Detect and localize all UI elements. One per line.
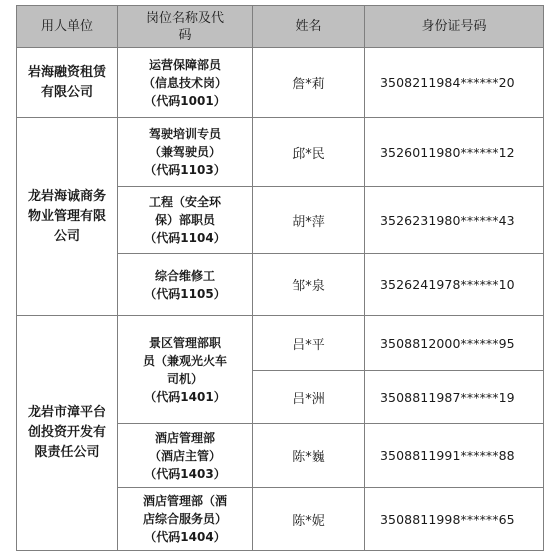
employer-line: 公司 <box>53 228 80 244</box>
employer-line: 岩海融资租赁 <box>27 64 106 80</box>
position-line: （代码1105） <box>144 286 226 301</box>
position-line: （代码1001） <box>144 93 226 108</box>
name-cell: 胡*萍 <box>253 187 365 254</box>
header-unit: 用人单位 <box>17 6 118 48</box>
employer-cell <box>17 118 118 316</box>
position-line: 酒店管理部（酒 <box>142 494 227 508</box>
header-position-line: 码 <box>178 27 192 43</box>
position-line: （兼驾驶员） <box>148 145 221 159</box>
position-cell <box>118 48 253 118</box>
employer-line: 龙岩市漳平台 <box>27 405 106 420</box>
employer-line: 龙岩海诚商务 <box>27 188 106 204</box>
position-line: （酒店主管） <box>148 448 221 463</box>
position-cell <box>118 118 253 187</box>
position-cell <box>118 254 253 316</box>
position-line: 店综合服务员） <box>142 512 227 526</box>
position-line: 运营保障部员 <box>148 57 221 72</box>
position-line: 驾驶培训专员 <box>148 127 221 141</box>
header-name: 姓名 <box>253 6 365 48</box>
position-cell <box>118 187 253 254</box>
name-cell: 邹*泉 <box>253 254 365 316</box>
id-number-cell: 3526011980******12 <box>365 118 544 187</box>
name-cell: 吕*平 <box>253 316 365 371</box>
position-line: （信息技术岗） <box>142 75 227 90</box>
position-line: （代码1404） <box>144 530 226 544</box>
id-number-cell: 3508811998******65 <box>365 488 544 551</box>
position-line: （代码1403） <box>144 466 226 481</box>
personnel-table <box>16 5 544 551</box>
position-line: （代码1104） <box>144 231 226 245</box>
employer-cell <box>17 48 118 118</box>
id-number-cell: 3508811987******19 <box>365 371 544 424</box>
id-number-cell: 3508811991******88 <box>365 424 544 488</box>
position-line: 司机） <box>166 371 203 386</box>
position-line: 工程（安全环 <box>148 195 221 209</box>
header-position <box>118 6 253 48</box>
name-cell: 詹*莉 <box>253 48 365 118</box>
position-line: 保）部职员 <box>154 213 215 227</box>
id-number-cell: 3526231980******43 <box>365 187 544 254</box>
name-cell: 陈*巍 <box>253 424 365 488</box>
id-number-cell: 3508211984******20 <box>365 48 544 118</box>
position-line: 员（兼观光火车 <box>142 353 227 368</box>
header-row <box>17 6 544 48</box>
position-line: （代码1103） <box>144 163 226 177</box>
position-line: 景区管理部职 <box>148 335 221 350</box>
position-cell <box>118 316 253 424</box>
position-line: 酒店管理部 <box>154 430 215 445</box>
employer-line: 有限公司 <box>40 84 93 100</box>
name-cell: 邱*民 <box>253 118 365 187</box>
name-cell: 吕*洲 <box>253 371 365 424</box>
employer-line: 物业管理有限 <box>27 208 106 224</box>
name-cell: 陈*妮 <box>253 488 365 551</box>
position-line: 综合维修工 <box>154 268 215 283</box>
employer-cell <box>17 316 118 551</box>
header-id: 身份证号码 <box>365 6 544 48</box>
table-row <box>17 118 544 187</box>
position-cell <box>118 424 253 488</box>
header-position-line: 岗位名称及代 <box>145 10 224 26</box>
employer-line: 限责任公司 <box>34 445 100 460</box>
employer-line: 创投资开发有 <box>27 425 106 440</box>
id-number-cell: 3526241978******10 <box>365 254 544 316</box>
table-row <box>17 48 544 118</box>
position-line: （代码1401） <box>144 389 226 404</box>
table-row <box>17 316 544 371</box>
id-number-cell: 3508812000******95 <box>365 316 544 371</box>
position-cell <box>118 488 253 551</box>
